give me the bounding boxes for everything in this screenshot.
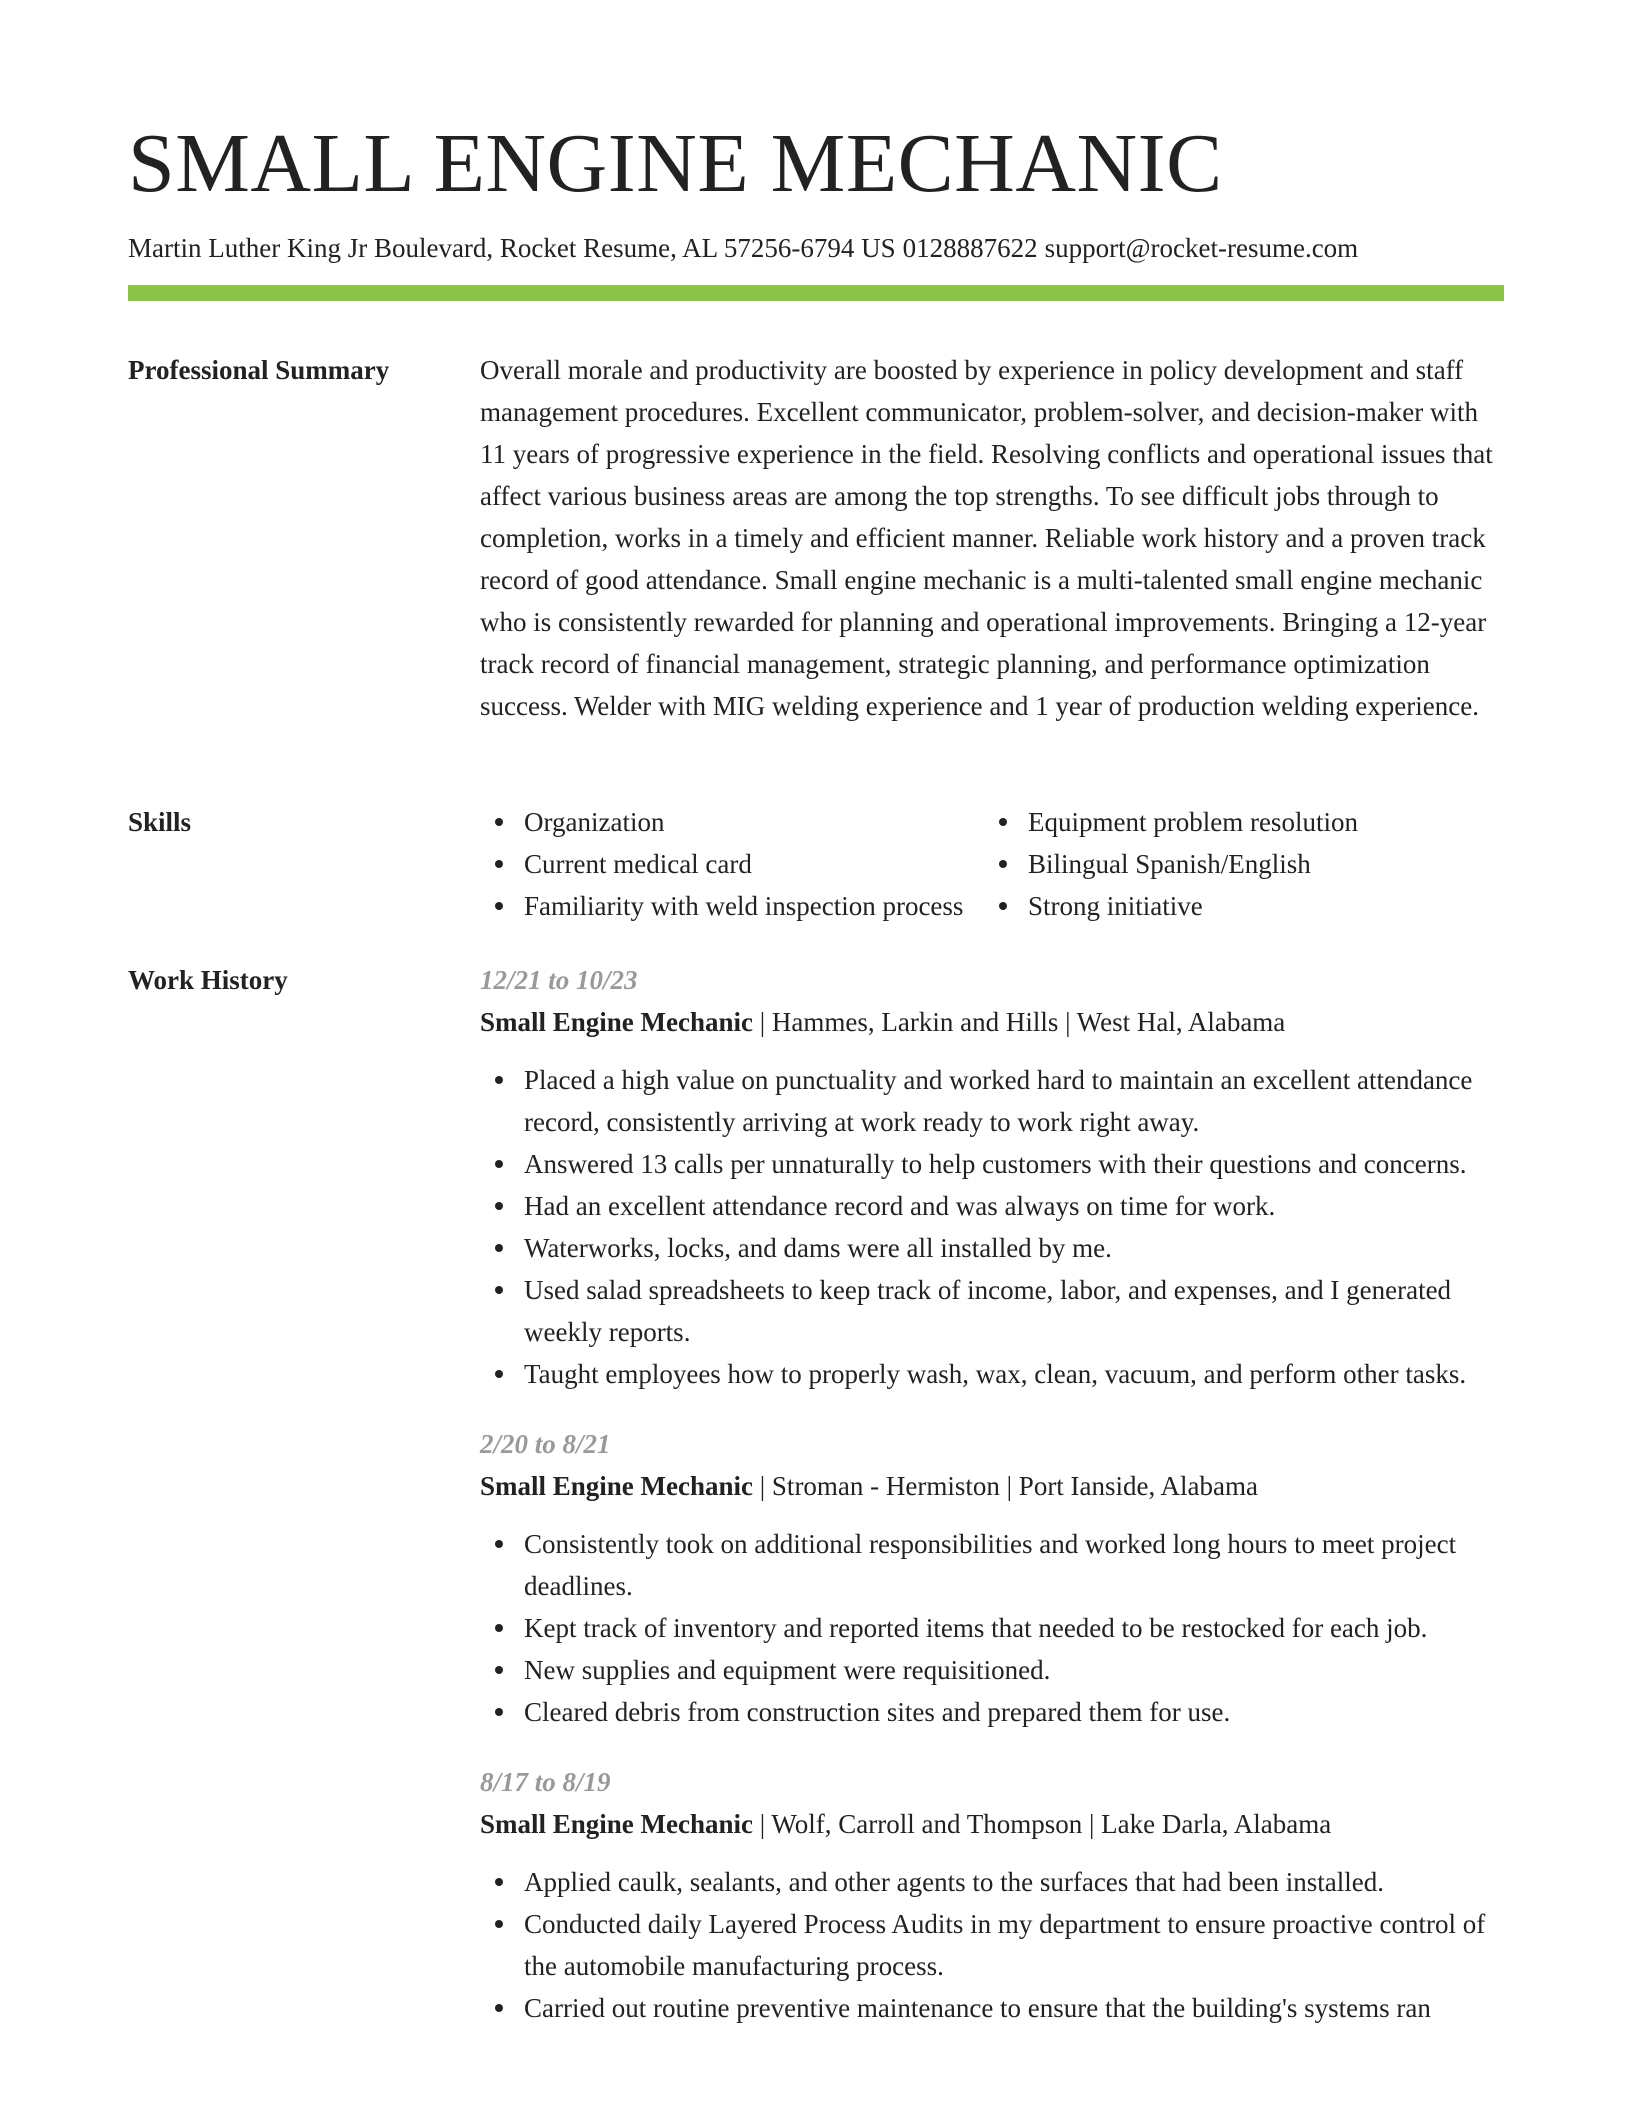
job-bullet: Used salad spreadsheets to keep track of income, labor, and expenses, and I generated weekly reports. bbox=[480, 1269, 1504, 1353]
job-bullet: Placed a high value on punctuality and worked hard to maintain an excellent attendance record, consistently arriving at work ready to work right away. bbox=[480, 1059, 1504, 1143]
skills-grid bbox=[480, 801, 1504, 927]
skill-item: Bilingual Spanish/English bbox=[984, 843, 1488, 885]
skill-item: Strong initiative bbox=[984, 885, 1488, 927]
skills-column-left bbox=[480, 801, 984, 927]
job-title-line bbox=[480, 1001, 1504, 1043]
job-dates: 12/21 to 10/23 bbox=[480, 965, 638, 995]
email-text: support@rocket-resume.com bbox=[1044, 233, 1359, 263]
skill-item: Familiarity with weld inspection process bbox=[480, 885, 984, 927]
contact-line bbox=[128, 230, 1358, 266]
job-bullets bbox=[480, 1523, 1504, 1733]
job-title: Small Engine Mechanic bbox=[480, 1809, 754, 1839]
header-accent-rule bbox=[128, 285, 1504, 301]
summary-content bbox=[480, 349, 1504, 727]
summary-paragraph: Overall morale and productivity are boosted by experience in policy development and staff management procedures. Excellent communicator, problem-solver, and decision-maker with 11 years of progressive experience in the field. Resolving conflicts and operational issues that affect various business areas are among the top strengths. To see difficult jobs through to completion, works in a timely and efficient manner. Reliable work history and a proven track record of good attendance. Small engine mechanic is a multi-talented small engine mechanic who is consistently rewarded for planning and operational improvements. Bringing a 12-year track record of financial management, strategic planning, and performance optimization success. Welder with MIG welding experience and 1 year of production welding experience. bbox=[480, 355, 1493, 721]
job-entry bbox=[480, 959, 1504, 1395]
skill-item: Equipment problem resolution bbox=[984, 801, 1488, 843]
job-bullet: Taught employees how to properly wash, wax, clean, vacuum, and perform other tasks. bbox=[480, 1353, 1504, 1395]
section-label-summary: Professional Summary bbox=[128, 355, 390, 385]
work-history-content bbox=[480, 959, 1504, 2057]
job-title: Small Engine Mechanic bbox=[480, 1471, 754, 1501]
job-bullet: Cleared debris from construction sites and prepared them for use. bbox=[480, 1691, 1504, 1733]
job-bullet: Waterworks, locks, and dams were all installed by me. bbox=[480, 1227, 1504, 1269]
job-bullet: Answered 13 calls per unnaturally to help customers with their questions and concerns. bbox=[480, 1143, 1504, 1185]
job-bullet: Applied caulk, sealants, and other agents to the surfaces that had been installed. bbox=[480, 1861, 1504, 1903]
address-text: Martin Luther King Jr Boulevard, Rocket Resume, AL 57256-6794 US bbox=[128, 233, 896, 263]
job-title-line bbox=[480, 1465, 1504, 1507]
job-bullet: New supplies and equipment were requisitioned. bbox=[480, 1649, 1504, 1691]
job-bullet: Conducted daily Layered Process Audits in my department to ensure proactive control of the automobile manufacturing process. bbox=[480, 1903, 1504, 1987]
job-dates: 8/17 to 8/19 bbox=[480, 1767, 611, 1797]
job-title: Small Engine Mechanic bbox=[480, 1007, 754, 1037]
job-entry bbox=[480, 1423, 1504, 1733]
skill-item: Organization bbox=[480, 801, 984, 843]
job-details: | Hammes, Larkin and Hills | West Hal, Alabama bbox=[753, 1007, 1286, 1037]
job-details: | Stroman - Hermiston | Port Ianside, Alabama bbox=[753, 1471, 1258, 1501]
section-label-skills: Skills bbox=[128, 807, 192, 837]
job-details: | Wolf, Carroll and Thompson | Lake Darla, Alabama bbox=[753, 1809, 1332, 1839]
skills-content bbox=[480, 801, 1504, 927]
job-bullet: Kept track of inventory and reported items that needed to be restocked for each job. bbox=[480, 1607, 1504, 1649]
skill-item: Current medical card bbox=[480, 843, 984, 885]
job-dates: 2/20 to 8/21 bbox=[480, 1429, 611, 1459]
resume-title: SMALL ENGINE MECHANIC bbox=[128, 117, 1223, 210]
job-bullets bbox=[480, 1861, 1504, 2029]
job-bullet: Carried out routine preventive maintenance to ensure that the building's systems ran bbox=[480, 1987, 1504, 2029]
job-entry bbox=[480, 1761, 1504, 2029]
job-bullet: Consistently took on additional responsibilities and worked long hours to meet project deadlines. bbox=[480, 1523, 1504, 1607]
skills-column-right bbox=[984, 801, 1488, 927]
section-label-work-history: Work History bbox=[128, 965, 288, 995]
job-bullets bbox=[480, 1059, 1504, 1395]
phone-text: 0128887622 bbox=[902, 233, 1038, 263]
job-bullet: Had an excellent attendance record and was always on time for work. bbox=[480, 1185, 1504, 1227]
job-title-line bbox=[480, 1803, 1504, 1845]
